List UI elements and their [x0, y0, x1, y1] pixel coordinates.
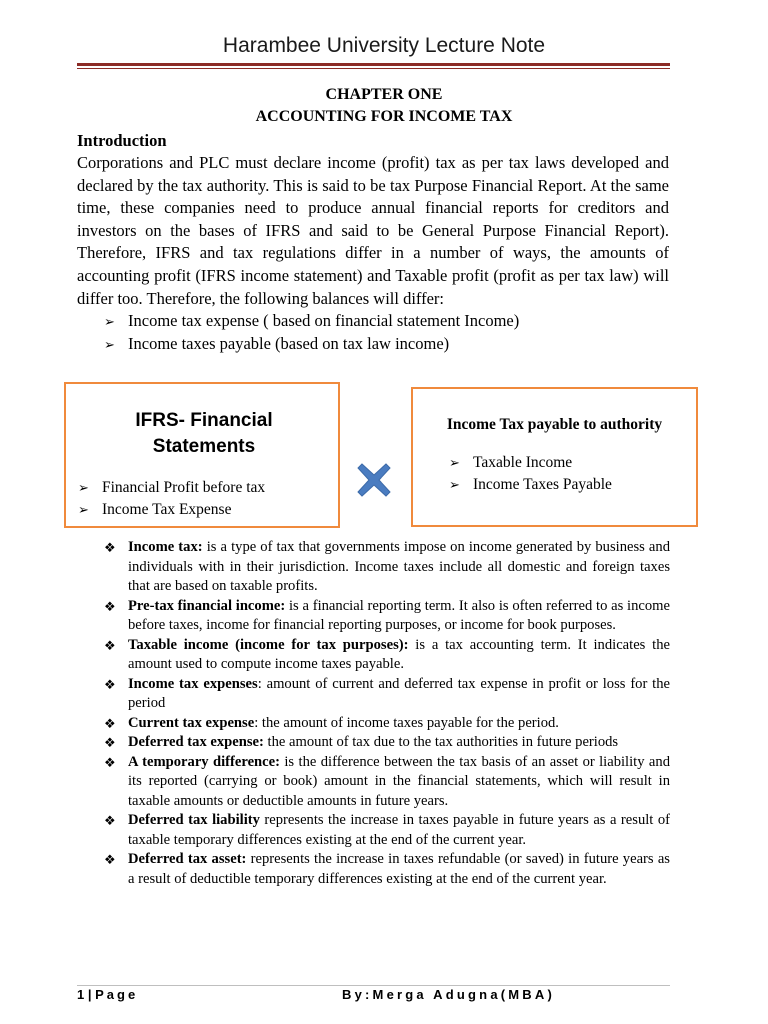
- definition-item: [104, 597, 670, 636]
- tax-box-title: Income Tax payable to authority: [446, 416, 663, 433]
- bullet-text: Income tax expense ( based on financial statement Income): [128, 311, 520, 330]
- definition-term: Income tax:: [128, 539, 203, 555]
- diamond-bullet-icon: ❖: [104, 715, 116, 731]
- list-item: [449, 452, 612, 474]
- definition-term: Deferred tax asset:: [128, 851, 247, 867]
- definition-item: [104, 733, 670, 753]
- ifrs-item-text: Financial Profit before tax: [102, 479, 266, 496]
- diamond-bullet-icon: ❖: [104, 754, 116, 770]
- arrow-bullet-icon: ➢: [449, 477, 460, 492]
- ifrs-box-title: IFRS- Financial Statements: [135, 410, 273, 457]
- header-rule-thin: [77, 68, 670, 69]
- definition-item: [104, 850, 670, 889]
- definition-text: represents the increase in taxes payable in future years as a result of taxable temporary differences existing at the end of the current year.: [128, 812, 670, 848]
- diamond-bullet-icon: ❖: [104, 637, 116, 653]
- diamond-bullet-icon: ❖: [104, 598, 116, 614]
- arrow-bullet-icon: ➢: [78, 502, 89, 517]
- definition-item: [104, 811, 670, 850]
- tax-box-list: [449, 452, 612, 496]
- diamond-bullet-icon: ❖: [104, 540, 116, 555]
- arrow-bullet-icon: ➢: [78, 480, 89, 495]
- diamond-bullet-icon: ❖: [104, 676, 116, 692]
- intro-paragraph: Corporations and PLC must declare income (profit) tax as per tax laws developed and declared by the tax authority. This is said to be tax Purpose Financial Report. At the same time, these companies need to produce annual financial reports for creditors and investors on the bases of IFRS and said to be General Purpose Financial Report). Therefore, IFRS and tax regulations differ in a number of ways, the amounts of accounting profit (IFRS income statement) and Taxable profit (profit as per tax law) will differ too. Therefore, the following balances will differ:: [77, 153, 669, 308]
- page-number: 1: [77, 987, 85, 1002]
- arrow-bullet-icon: ➢: [449, 455, 460, 470]
- list-item: [449, 474, 612, 496]
- bullet-text: Income taxes payable (based on tax law income): [128, 333, 450, 353]
- definition-item: [104, 714, 670, 734]
- x-icon: [356, 462, 392, 498]
- list-item: [104, 310, 519, 333]
- definition-term: Current tax expense: [128, 714, 255, 731]
- page-header-title: Harambee University Lecture Note: [222, 34, 546, 57]
- diamond-bullet-icon: ❖: [104, 852, 116, 867]
- ifrs-financial-statements-box: [64, 382, 340, 528]
- page-label: Page: [95, 987, 139, 1002]
- definition-term: Deferred tax expense:: [128, 734, 264, 750]
- list-item: [104, 333, 519, 356]
- definition-text: : the amount of income taxes payable for the period.: [254, 714, 559, 731]
- ifrs-box-list: [78, 477, 265, 521]
- definition-term: Deferred tax liability: [128, 812, 260, 828]
- definition-text: is a financial reporting term. It also is often referred to as income before taxes, income for financial reporting purposes, or income for book purposes.: [128, 597, 671, 633]
- definition-text: the amount of tax due to the tax authorities in future periods: [263, 734, 619, 750]
- list-item: [78, 477, 265, 499]
- intro-bullet-list: [104, 310, 519, 355]
- definition-item: [104, 753, 670, 812]
- chapter-title: ACCOUNTING FOR INCOME TAX: [255, 108, 513, 125]
- definition-item: [104, 636, 670, 675]
- definition-text: : amount of current and deferred tax expense in profit or loss for the period: [128, 675, 671, 711]
- definition-term: A temporary difference:: [128, 753, 280, 770]
- income-tax-payable-box: [411, 387, 698, 527]
- definition-term: Pre-tax financial income:: [128, 597, 286, 614]
- intro-heading: Introduction: [77, 131, 167, 150]
- list-item: [78, 499, 265, 521]
- header-rule-thick: [77, 63, 670, 66]
- footer-separator: |: [84, 987, 96, 1002]
- definition-text: is a type of tax that governments impose on income generated by business and individuals with in their jurisdiction. Income taxes include all domestic and foreign taxes that are based on taxable profits.: [128, 539, 670, 594]
- definition-text: is the difference between the tax basis of an asset or liability and its reported (carrying or book) amount in the financial statements, which will result in taxable amounts or deductible amounts in future years.: [128, 753, 670, 809]
- chapter-number: CHAPTER ONE: [325, 86, 443, 103]
- tax-item-text: Taxable Income: [473, 454, 573, 471]
- definition-term: Income tax expenses: [128, 675, 258, 692]
- footer-author: By:Merga Adugna(MBA): [342, 987, 556, 1002]
- ifrs-item-text: Income Tax Expense: [102, 501, 232, 518]
- diamond-bullet-icon: ❖: [104, 813, 116, 828]
- arrow-bullet-icon: ➢: [104, 314, 115, 329]
- definition-item: [104, 538, 670, 597]
- arrow-bullet-icon: ➢: [104, 336, 115, 352]
- definition-text: represents the increase in taxes refundable (or saved) in future years as a result of deductible temporary differences existing at the end of the current year.: [128, 851, 670, 887]
- footer-page-indicator: [77, 987, 138, 1002]
- footer-rule: [77, 985, 670, 986]
- definition-item: [104, 675, 670, 714]
- definition-text: is a tax accounting term. It indicates the amount used to compute income taxes payable.: [128, 636, 670, 672]
- tax-item-text: Income Taxes Payable: [473, 476, 612, 493]
- definitions-list: [104, 538, 670, 889]
- definition-term: Taxable income (income for tax purposes):: [128, 636, 409, 653]
- diamond-bullet-icon: ❖: [104, 735, 116, 750]
